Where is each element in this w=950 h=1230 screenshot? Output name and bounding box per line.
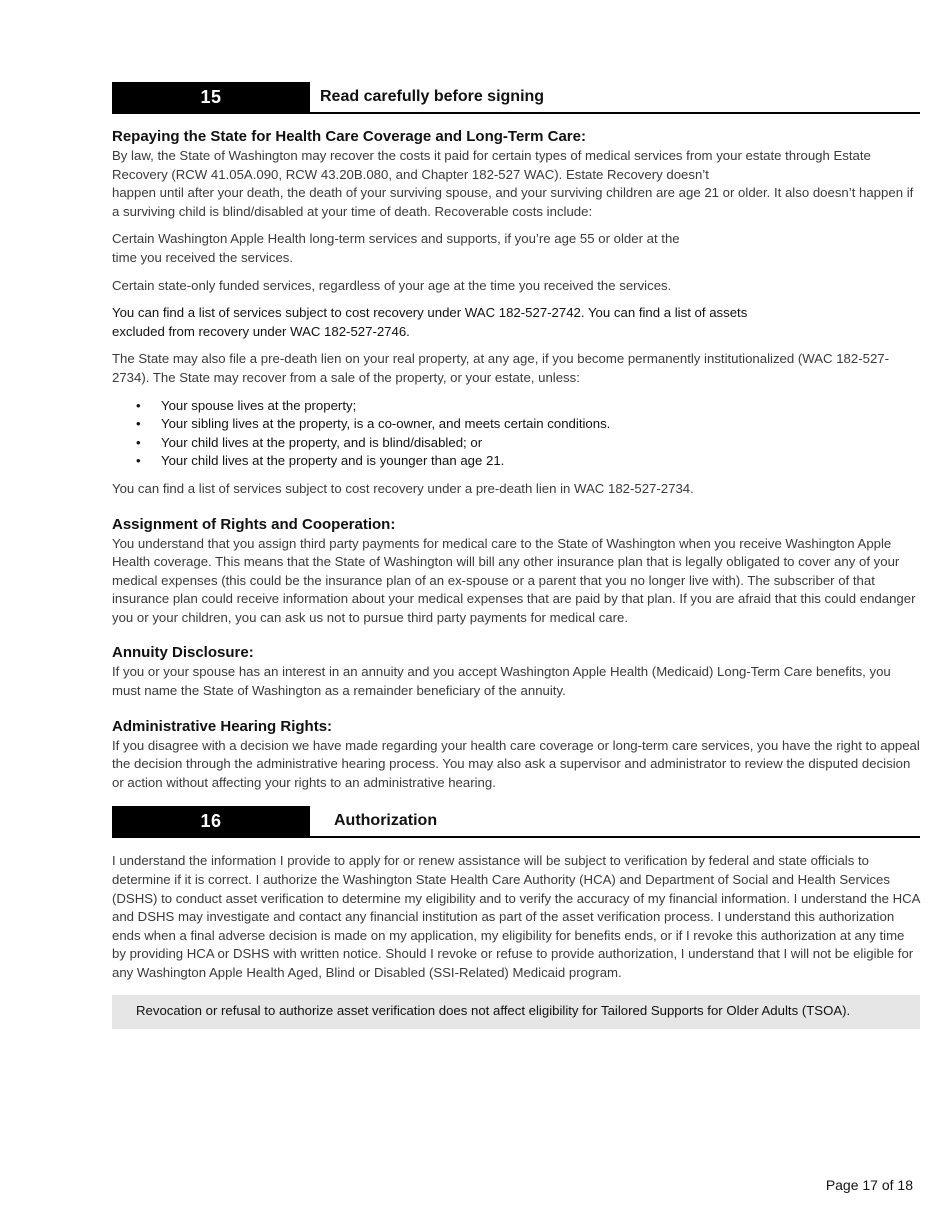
assignment-heading: Assignment of Rights and Cooperation: (112, 515, 396, 533)
annuity-body: If you or your spouse has an interest in an annuity and you accept Washington Apple Health (Medicaid) Long-Term Care benefits, you must name the State of Washington as a remainder beneficiary of the annuity. (112, 664, 891, 699)
section-15-title: Read carefully before signing (320, 88, 545, 105)
tsoa-note-text: Revocation or refusal to authorize asset verification does not affect eligibility for Tailored Supports for Older Adults (TSOA). (136, 1002, 851, 1018)
cost-item-1-line2: time you received the services. (112, 249, 294, 265)
section-16-title: Authorization (334, 812, 438, 830)
bullet-icon: • (136, 416, 141, 432)
document-page (112, 82, 920, 1029)
cost-item-1-line1: Certain Washington Apple Health long-term services and supports, if you’re age 55 or older at the (112, 231, 680, 247)
bullet-icon: • (136, 434, 141, 450)
authorization-body: I understand the information I provide to apply for or renew assistance will be subject to verification by federal and state officials to determine if it is correct. I authorize the Washington State Health Care Authority (HCA) and Department of Social and Health Services (DSHS) to conduct asset verification to determine my eligibility and to verify the accuracy of my financial information. I understand the HCA and DSHS may investigate and contact any financial institution as part of the asset verification process. I understand this authorization ends when a final adverse decision is made on my application, my eligibility for benefits ends, or if I revoke this authorization at any time by providing HCA or DSHS with written notice. Should I revoke or refuse to provide authorization, I understand that I will not be eligible for any Washington Apple Health Aged, Blind or Disabled (SSI-Related) Medicaid program. (112, 853, 920, 980)
section-15-header (112, 82, 920, 114)
hearing-body: If you disagree with a decision we have made regarding your health care coverage or long-term care services, you have the right to appeal the decision through the administrative hearing process. You may also ask a supervisor and administrator to review the disputed decision or action without affecting your rights to an administrative hearing. (112, 737, 920, 790)
hearing-heading: Administrative Hearing Rights: (112, 717, 333, 735)
page-number: Page 17 of 18 (825, 1177, 913, 1193)
repaying-heading: Repaying the State for Health Care Coverage and Long-Term Care: (112, 128, 586, 145)
annuity-heading: Annuity Disclosure: (112, 644, 254, 662)
pre-death-lien-list-text: You can find a list of services subject to cost recovery under a pre-death lien in WAC 182-527-2734. (112, 480, 694, 496)
section-16-header (112, 806, 920, 838)
list-item: • Your sibling lives at the property, is a co-owner, and meets certain conditions. (112, 415, 920, 434)
bullet-icon: • (136, 397, 141, 413)
assignment-body: You understand that you assign third party payments for medical care to the State of Washington when you receive Washington Apple Health coverage. This means that the State of Washington will bill any other insurance plan that is legally obligated to cover any of your medical expenses (this could be the insurance plan of an ex-spouse or a parent that you no longer live with). The subscriber of that insurance plan could receive information about your medical expenses that are paid by that plan. If you are afraid that this could endanger you or your children, you can ask us not to pursue third party payments for medical care. (112, 535, 916, 625)
section-16-number: 16 (112, 806, 310, 836)
pre-death-lien-text: The State may also file a pre-death lien on your real property, at any age, if you become permanently institutionalized (WAC 182-527-2734). The State may recover from a sale of the property, or your estate, unless: (112, 351, 890, 385)
list-item: • Your child lives at the property, and is blind/disabled; or (112, 434, 920, 453)
bullet-icon: • (136, 453, 141, 469)
cost-item-2: Certain state-only funded services, regardless of your age at the time you received the services. (112, 277, 672, 293)
lien-exception-list (112, 397, 920, 471)
find-list-line2: excluded from recovery under WAC 182-527-2746. (112, 323, 410, 339)
repaying-intro-line2: happen until after your death, the death of your surviving spouse, and your surviving children are age 21 or older. It also doesn’t happen if a surviving child is blind/disabled at your time of death. Recoverable costs include: (112, 185, 914, 219)
list-item: • Your spouse lives at the property; (112, 397, 920, 416)
find-list-line1: You can find a list of services subject to cost recovery under WAC 182-527-2742. You can find a list of assets (112, 305, 748, 321)
repaying-intro-line1: By law, the State of Washington may recover the costs it paid for certain types of medical services from your estate through Estate Recovery (RCW 41.05A.090, RCW 43.20B.080, and Chapter 182-527 WAC). Estate Recovery doesn’t (112, 148, 871, 182)
list-item: • Your child lives at the property and is younger than age 21. (112, 452, 920, 471)
tsoa-note-box (112, 995, 920, 1030)
section-15-number: 15 (112, 82, 310, 112)
